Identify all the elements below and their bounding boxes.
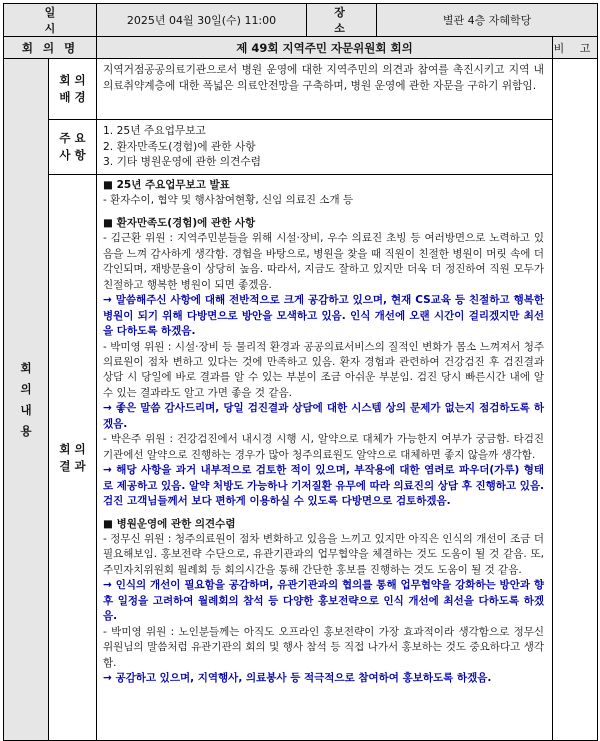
- meeting-name-row: [4, 37, 598, 59]
- section-title-satisfaction: ■ 환자만족도(경험)에 관한 사항: [103, 216, 256, 229]
- meeting-name-label: 회 의 명: [4, 37, 97, 59]
- response-line: → 인식의 개선이 필요함을 공감하며, 유관기관과의 협의를 통해 업무협약을 강화하는 방안과 향 후 일정을 고려하여 월례회의 참석 등 다양한 홍보전략으로 인식 개선에 최선을 다하도록 하겠음.: [103, 579, 545, 623]
- response-line: → 공감하고 있으며, 지역행사, 의료봉사 등 적극적으로 참여하여 홍보하도록 하겠음.: [103, 672, 492, 685]
- background-text: 지역거점공공의료기관으로서 병원 운영에 대한 지역주민의 의견과 참여를 촉진시키고 지역 내 의료취약계층에 대한 폭넓은 의료안전망을 구축하며, 병원 운영에 관한 자문을 구하기 위함임.: [97, 59, 553, 120]
- result-label: [49, 175, 97, 741]
- response-line: → 좋은 말씀 감사드리며, 당일 검진결과 상담에 대한 시스템 상의 문제가 없는지 점검하도록 하겠음.: [103, 402, 545, 430]
- date-value: 2025년 04월 30일(수) 11:00: [97, 4, 307, 37]
- content-label-char: 의: [20, 381, 32, 396]
- opinion-line: - 박은주 위원 : 건강검진에서 내시경 시행 시, 알약으로 대체가 가능한지 여부가 궁금함. 타검진기관에선 알약으로 진행하는 경우가 많아 청주의료원도 알약으로 대체하면 좋지 않을까 생각함.: [103, 433, 545, 461]
- agenda-label-line: 사 항: [59, 148, 86, 162]
- section-line: - 환자수이, 협약 및 행사참여현황, 신임 의료진 소개 등: [103, 194, 354, 207]
- content-label-char: 회: [20, 360, 32, 375]
- section-title-business-report: ■ 25년 주요업무보고 발표: [103, 179, 230, 191]
- agenda-row: [4, 120, 598, 175]
- minutes-table: [3, 3, 598, 741]
- result-content: [97, 175, 553, 741]
- spacer: [103, 510, 544, 517]
- background-label-line: 배 경: [59, 90, 86, 104]
- agenda-label-line: 주 요: [59, 131, 86, 145]
- agenda-item: 3. 기타 병원운영에 관한 의견수렴: [103, 155, 262, 168]
- agenda-item: 1. 25년 주요업무보고: [103, 124, 206, 137]
- result-label-line: 결 과: [59, 458, 86, 473]
- background-label: [49, 59, 97, 120]
- agenda-list: [97, 120, 553, 175]
- opinion-line: - 정무신 위원 : 청주의료원이 점차 변화하고 있음을 느끼고 있지만 아직은 인식의 개선이 조금 더 필요해보임. 홍보전략 수단으로, 유관기관과의 업무협약을 체결하는 것도 도움이 될 것 같음. 또, 주민자치위원회 월례회 등 회의시간을 통해 간단한 홍보를 진행하는 것도 도움이 될 것 같음.: [103, 532, 545, 576]
- opinion-line: - 박미영 위원 : 시설·장비 등 물리적 환경과 공공의료서비스의 질적인 변화가 몸소 느껴져서 청주의료원이 점차 변하고 있다는 것에 만족하고 있음. 환자 경험과 관련하여 건강검진 후 검진결과 상담 시 당일에 바로 결과를 알 수 있는 부분이 조금 아쉬운 부분임. 검진 당시 빠른시간 내에 알 수 있는 결과라도 알고 가면 좋을 것 같음.: [103, 340, 545, 399]
- opinion-line: - 박미영 위원 : 노인분들께는 아직도 오프라인 홍보전략이 가장 효과적이라 생각함으로 정무신 위원님의 말씀처럼 유관기관의 회의 및 행사 참석 등 직접 나가서 홍보하는 것도 중요하다고 생각함.: [103, 625, 545, 669]
- result-row: [4, 175, 598, 741]
- agenda-label: [49, 120, 97, 175]
- content-label-char: 내: [20, 402, 32, 417]
- result-label-line: 회 의: [59, 441, 86, 456]
- content-label-char: 용: [20, 423, 32, 438]
- section-title-operations: ■ 병원운영에 관한 의견수렴: [103, 517, 236, 530]
- response-line: → 해당 사항을 과거 내부적으로 검토한 적이 있으며, 부작용에 대한 염려로 파우더(가루) 형태로 제공하고 있음. 알약 처방도 가능하나 기저질환 유무에 따라 의료진의 상담 후 진행하고 있음. 검진 고객님들께서 보다 편하게 이용하실 수 있도록 다방면으로 검토하겠음.: [103, 464, 545, 508]
- response-line: → 말씀해주신 사항에 대해 전반적으로 크게 공감하고 있으며, 현재 CS교육 등 친절하고 행복한 병원이 되기 위해 다방면으로 방안을 모색하고 있음. 인식 개선에 오랜 시간이 걸리겠지만 최선을 다하도록 하겠음.: [103, 294, 545, 338]
- note-label: 비 고: [553, 37, 598, 59]
- place-label: 장 소: [307, 4, 377, 37]
- opinion-line: - 김근환 위원 : 지역주민분들을 위해 시설·장비, 우수 의료진 초빙 등 여러방면으로 노력하고 있음을 느껴 감사하게 생각함. 경험을 바탕으로, 병원을 찾을 때 직원이 친절한 병원이 머릿 속에 더 각인되며, 재방문율이 상당히 높음. 따라서, 지금도 잘하고 있지만 더욱 더 정진하여 직원 모두가 친절하고 행복한 병원이 되면 좋겠음.: [103, 232, 545, 291]
- meeting-title: 제 49회 지역주민 자문위원회 회의: [97, 37, 553, 59]
- spacer: [103, 209, 544, 216]
- place-value: 별관 4층 자혜학당: [377, 4, 598, 37]
- date-label: 일 시: [4, 4, 97, 37]
- background-label-line: 회 의: [59, 73, 86, 87]
- content-label: [4, 59, 49, 741]
- background-row: [4, 59, 598, 120]
- date-row: [4, 4, 598, 37]
- agenda-item: 2. 환자만족도(경험)에 관한 사항: [103, 139, 256, 153]
- note-cell: [553, 59, 598, 741]
